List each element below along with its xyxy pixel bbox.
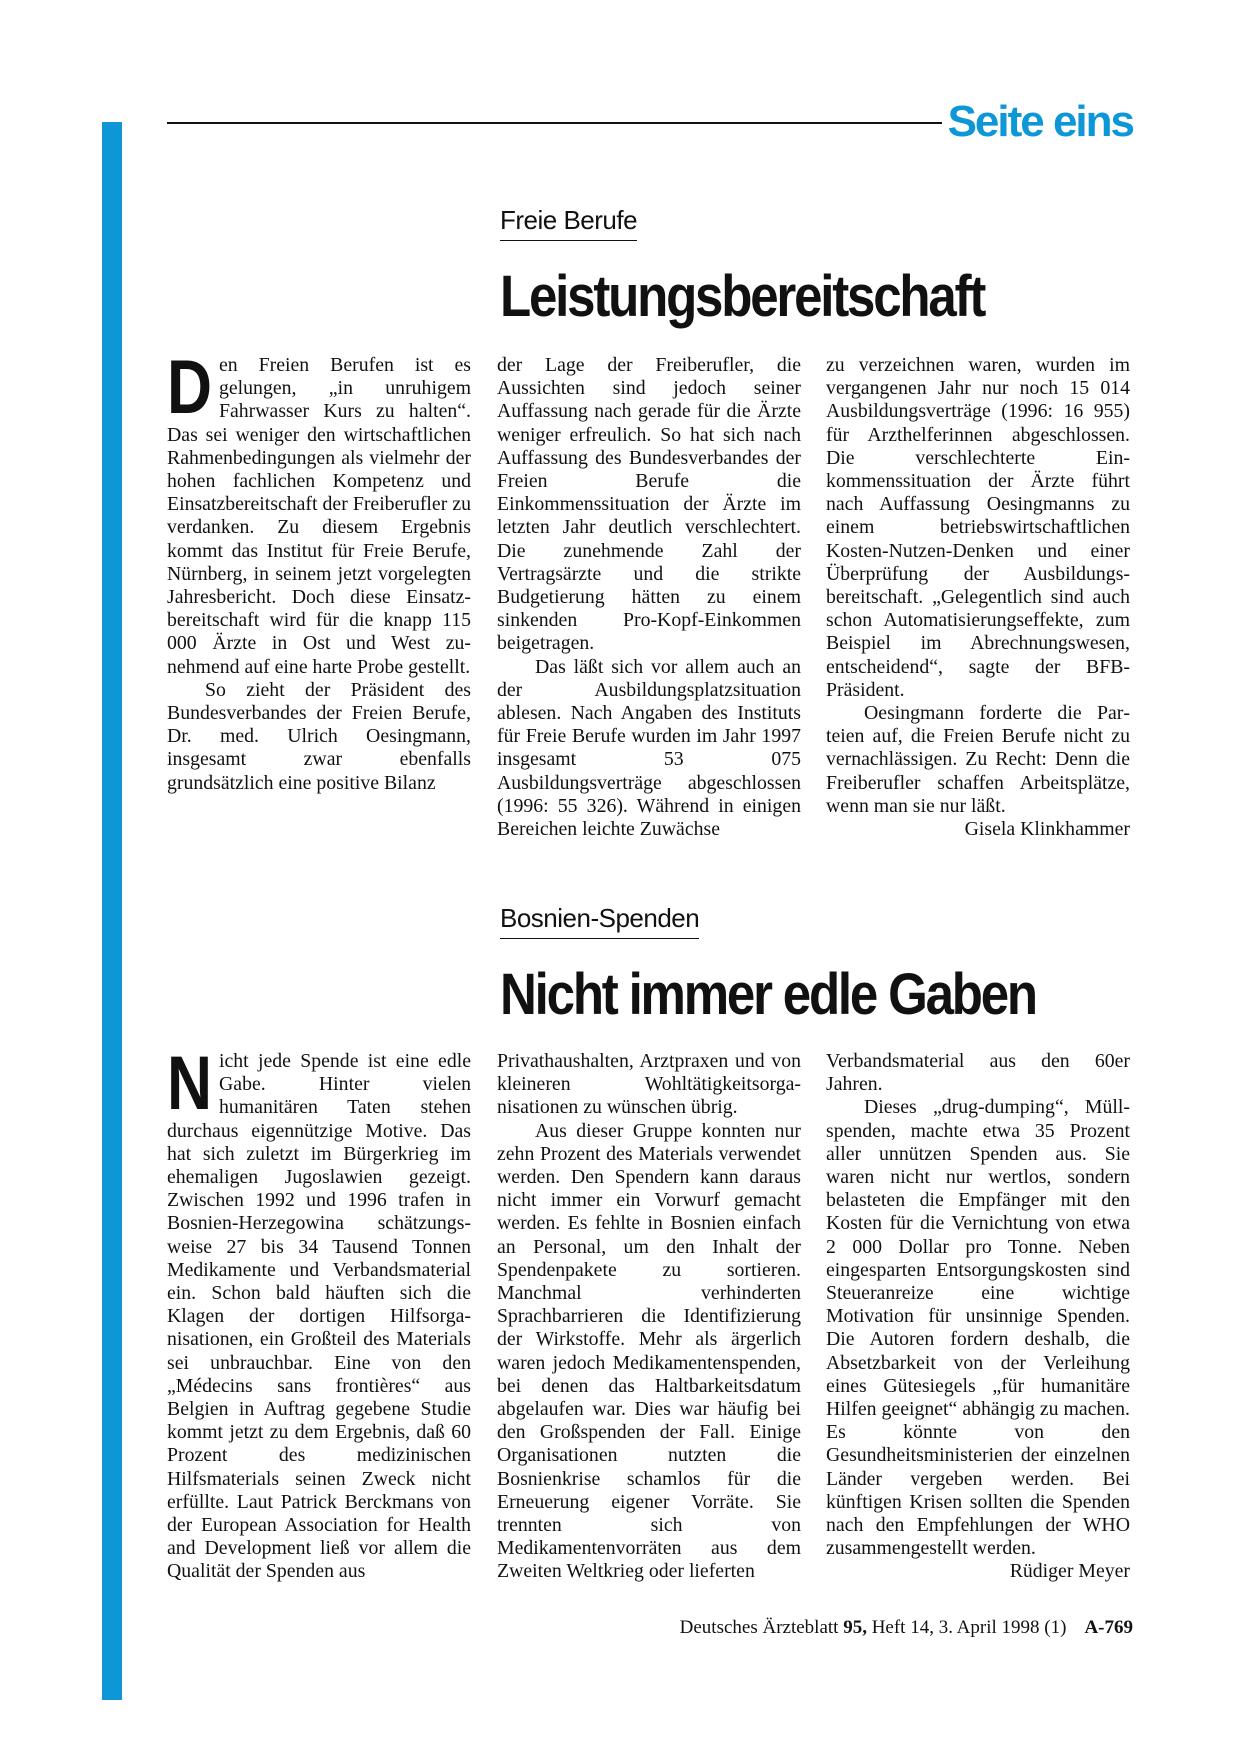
article-1-column-2 [497, 354, 801, 841]
article-2-column-3 [826, 1050, 1130, 1584]
article-1-paragraph: der Lage der Freiberufler, die Aussichten sind jedoch seiner Auffassung nach gerade für die Ärzte weniger erfreulich. So hat sich nach Auffassung des Bundesverbandes der Freien Berufe die Einkommenssituation der Ärzte im letzten Jahr deutlich verschlechtert. Die zunehmende Zahl der Vertragsärzte und die strikte Budgetierung hätten zu einem sinkenden Pro-Kopf-Einkommen beigetragen. [497, 354, 801, 655]
footer-page-number: A-769 [1084, 1617, 1133, 1638]
footer-volume: 95, [843, 1617, 867, 1638]
article-2-paragraph [826, 1096, 1130, 1583]
article-1-kicker: Freie Berufe [500, 204, 637, 241]
section-label: Seite eins [947, 97, 1133, 146]
article-2-column-1 [167, 1041, 471, 1584]
article-1-paragraph [826, 702, 1130, 841]
article-2-closing-text: Dieses „drug-dumping“, Müllspenden, machte etwa 35 Prozent aller unnützen Spenden aus. Sie waren nicht nur wertlos, sondern belasteten die Empfänger mit den Kosten für die Vernichtung von etwa 2 000 Dollar pro Tonne. Neben eingesparten Entsorgungskosten sind Steueranreize eine wichtige Motivation für unsinnige Spenden. Die Autoren fordern deshalb, die Absetzbarkeit von der Verleihung eines Gütesiegels „für humanitäre Hilfen geeignet“ abhängig zu machen. Es könnte von den Gesundheitsministerien der einzelnen Länder vergeben werden. Bei künftigen Krisen sollten die Spenden nach den Empfehlungen der WHO zusammengestellt werden. [826, 1096, 1130, 1560]
footer-issue-date: Heft 14, 3. April 1998 (1) [871, 1617, 1067, 1638]
article-2-drop-cap: N [167, 1041, 213, 1126]
article-2-kicker: Bosnien-Spenden [500, 902, 699, 939]
article-2-paragraph: Aus dieser Gruppe konnten nur zehn Prozent des Materials verwendet werden. Den Spendern kann daraus nicht immer ein Vorwurf gemacht werden. Es fehlte in Bosnien einfach an Personal, um den Inhalt der Spendenpakete zu sortieren. Manchmal verhinderten Sprachbarrieren die Identifizierung der Wirkstoffe. Mehr als ärgerlich waren jedoch Medikamentenspenden, bei denen das Haltbarkeitsdatum abgelaufen war. Dies war häufig bei den Großspenden der Fall. Einige Organisationen nutzten die Bosnienkrise schamlos für die Erneuerung eigener Vorräte. Sie trennten sich von Medikamentenvorräten aus dem Zweiten Weltkrieg oder lieferten [497, 1119, 801, 1583]
page-footer [680, 1616, 1133, 1640]
article-1-drop-cap: D [167, 345, 213, 430]
article-1-column-1 [167, 345, 471, 795]
article-1-closing-text: Oesingmann forderte die Parteien auf, die Freien Berufe nicht zu vernachlässigen. Zu Recht: Denn die Freiberufler schaffen Arbeitsplätze, wenn man sie nur läßt. [826, 702, 1130, 817]
footer-publication: Deutsches Ärzteblatt [679, 1617, 839, 1638]
article-1-author: Gisela Klinkhammer [964, 818, 1130, 841]
article-1-paragraph: Das läßt sich vor allem auch an der Ausbildungsplatzsituation ablesen. Nach Angaben des Instituts für Freie Berufe wurden im Jahr 1997 insgesamt 53 075 Ausbildungsverträge abgeschlossen (1996: 55 326). Während in einigen Bereichen leichte Zuwächse [497, 655, 801, 841]
article-1-paragraph: So zieht der Präsident des Bundesverbandes der Freien Berufe, Dr. med. Ulrich Oesingmann, insgesamt zwar ebenfalls grundsätzlich eine positive Bilanz [167, 678, 471, 794]
article-2-author: Rüdiger Meyer [1009, 1560, 1130, 1583]
article-1-headline: Leistungsbereitschaft [500, 264, 985, 329]
article-2-paragraph: Verbandsmaterial aus den 60er Jahren. [826, 1050, 1130, 1096]
article-2-paragraph: Privathaushalten, Arztpraxen und von kleineren Wohltätigkeitsorganisationen zu wünschen übrig. [497, 1050, 801, 1119]
article-1-column-3 [826, 354, 1130, 841]
article-1-paragraph: zu verzeichnen waren, wurden im vergangenen Jahr nur noch 15 014 Ausbildungsverträge (1996: 16 955) für Arzthelferinnen abgeschlossen. Die verschlechterte Einkommenssituation der Ärzte führt nach Auffassung Oesingmanns zu einem betriebswirtschaftlichen Kosten-Nutzen-Denken und einer Überprüfung der Ausbildungsbereitschaft. „Gelegentlich sind auch schon Automatisierungseffekte, zum Beispiel im Abrechnungswesen, entscheidend“, sagte der BFB-Präsident. [826, 354, 1130, 701]
article-1-paragraph: en Freien Berufen ist es gelungen, „in unruhigem Fahrwasser Kurs zu halten“. Das sei weniger den wirtschaftlichen Rahmenbedingungen als vielmehr der hohen fachlichen Kompetenz und Einsatzbereitschaft der Freiberufler zu verdanken. Zu diesem Ergebnis kommt das Institut für Freie Berufe, Nürnberg, in seinem jetzt vorgelegten Jahresbericht. Doch diese Einsatzbereitschaft wird für die knapp 115 000 Ärzte in Ost und West zunehmend auf eine harte Probe gestellt. [167, 354, 471, 678]
article-2-headline: Nicht immer edle Gaben [500, 962, 1036, 1027]
article-2-paragraph: icht jede Spende ist eine edle Gabe. Hinter vielen humanitären Taten stehen durchaus eigennützige Motive. Das hat sich zuletzt im Bürgerkrieg im ehemaligen Jugoslawien gezeigt. Zwischen 1992 und 1996 trafen in Bosnien-Herzegowina schätzungsweise 27 bis 34 Tausend Tonnen Medikamente und Verbandsmaterial ein. Schon bald häuften sich die Klagen der dortigen Hilfsorganisationen, ein Großteil des Materials sei unbrauchbar. Eine von den „Médecins sans frontières“ aus Belgien in Auftrag gegebene Studie kommt jetzt zu dem Ergebnis, daß 60 Prozent des medizinischen Hilfsmaterials seinen Zweck nicht erfüllte. Laut Patrick Berckmans von der European Association for Health and Development ließ vor allem die Qualität der Spenden aus [167, 1050, 471, 1583]
header-rule [167, 122, 942, 124]
article-2-column-2 [497, 1050, 801, 1584]
sidebar-accent-bar [102, 122, 122, 1700]
